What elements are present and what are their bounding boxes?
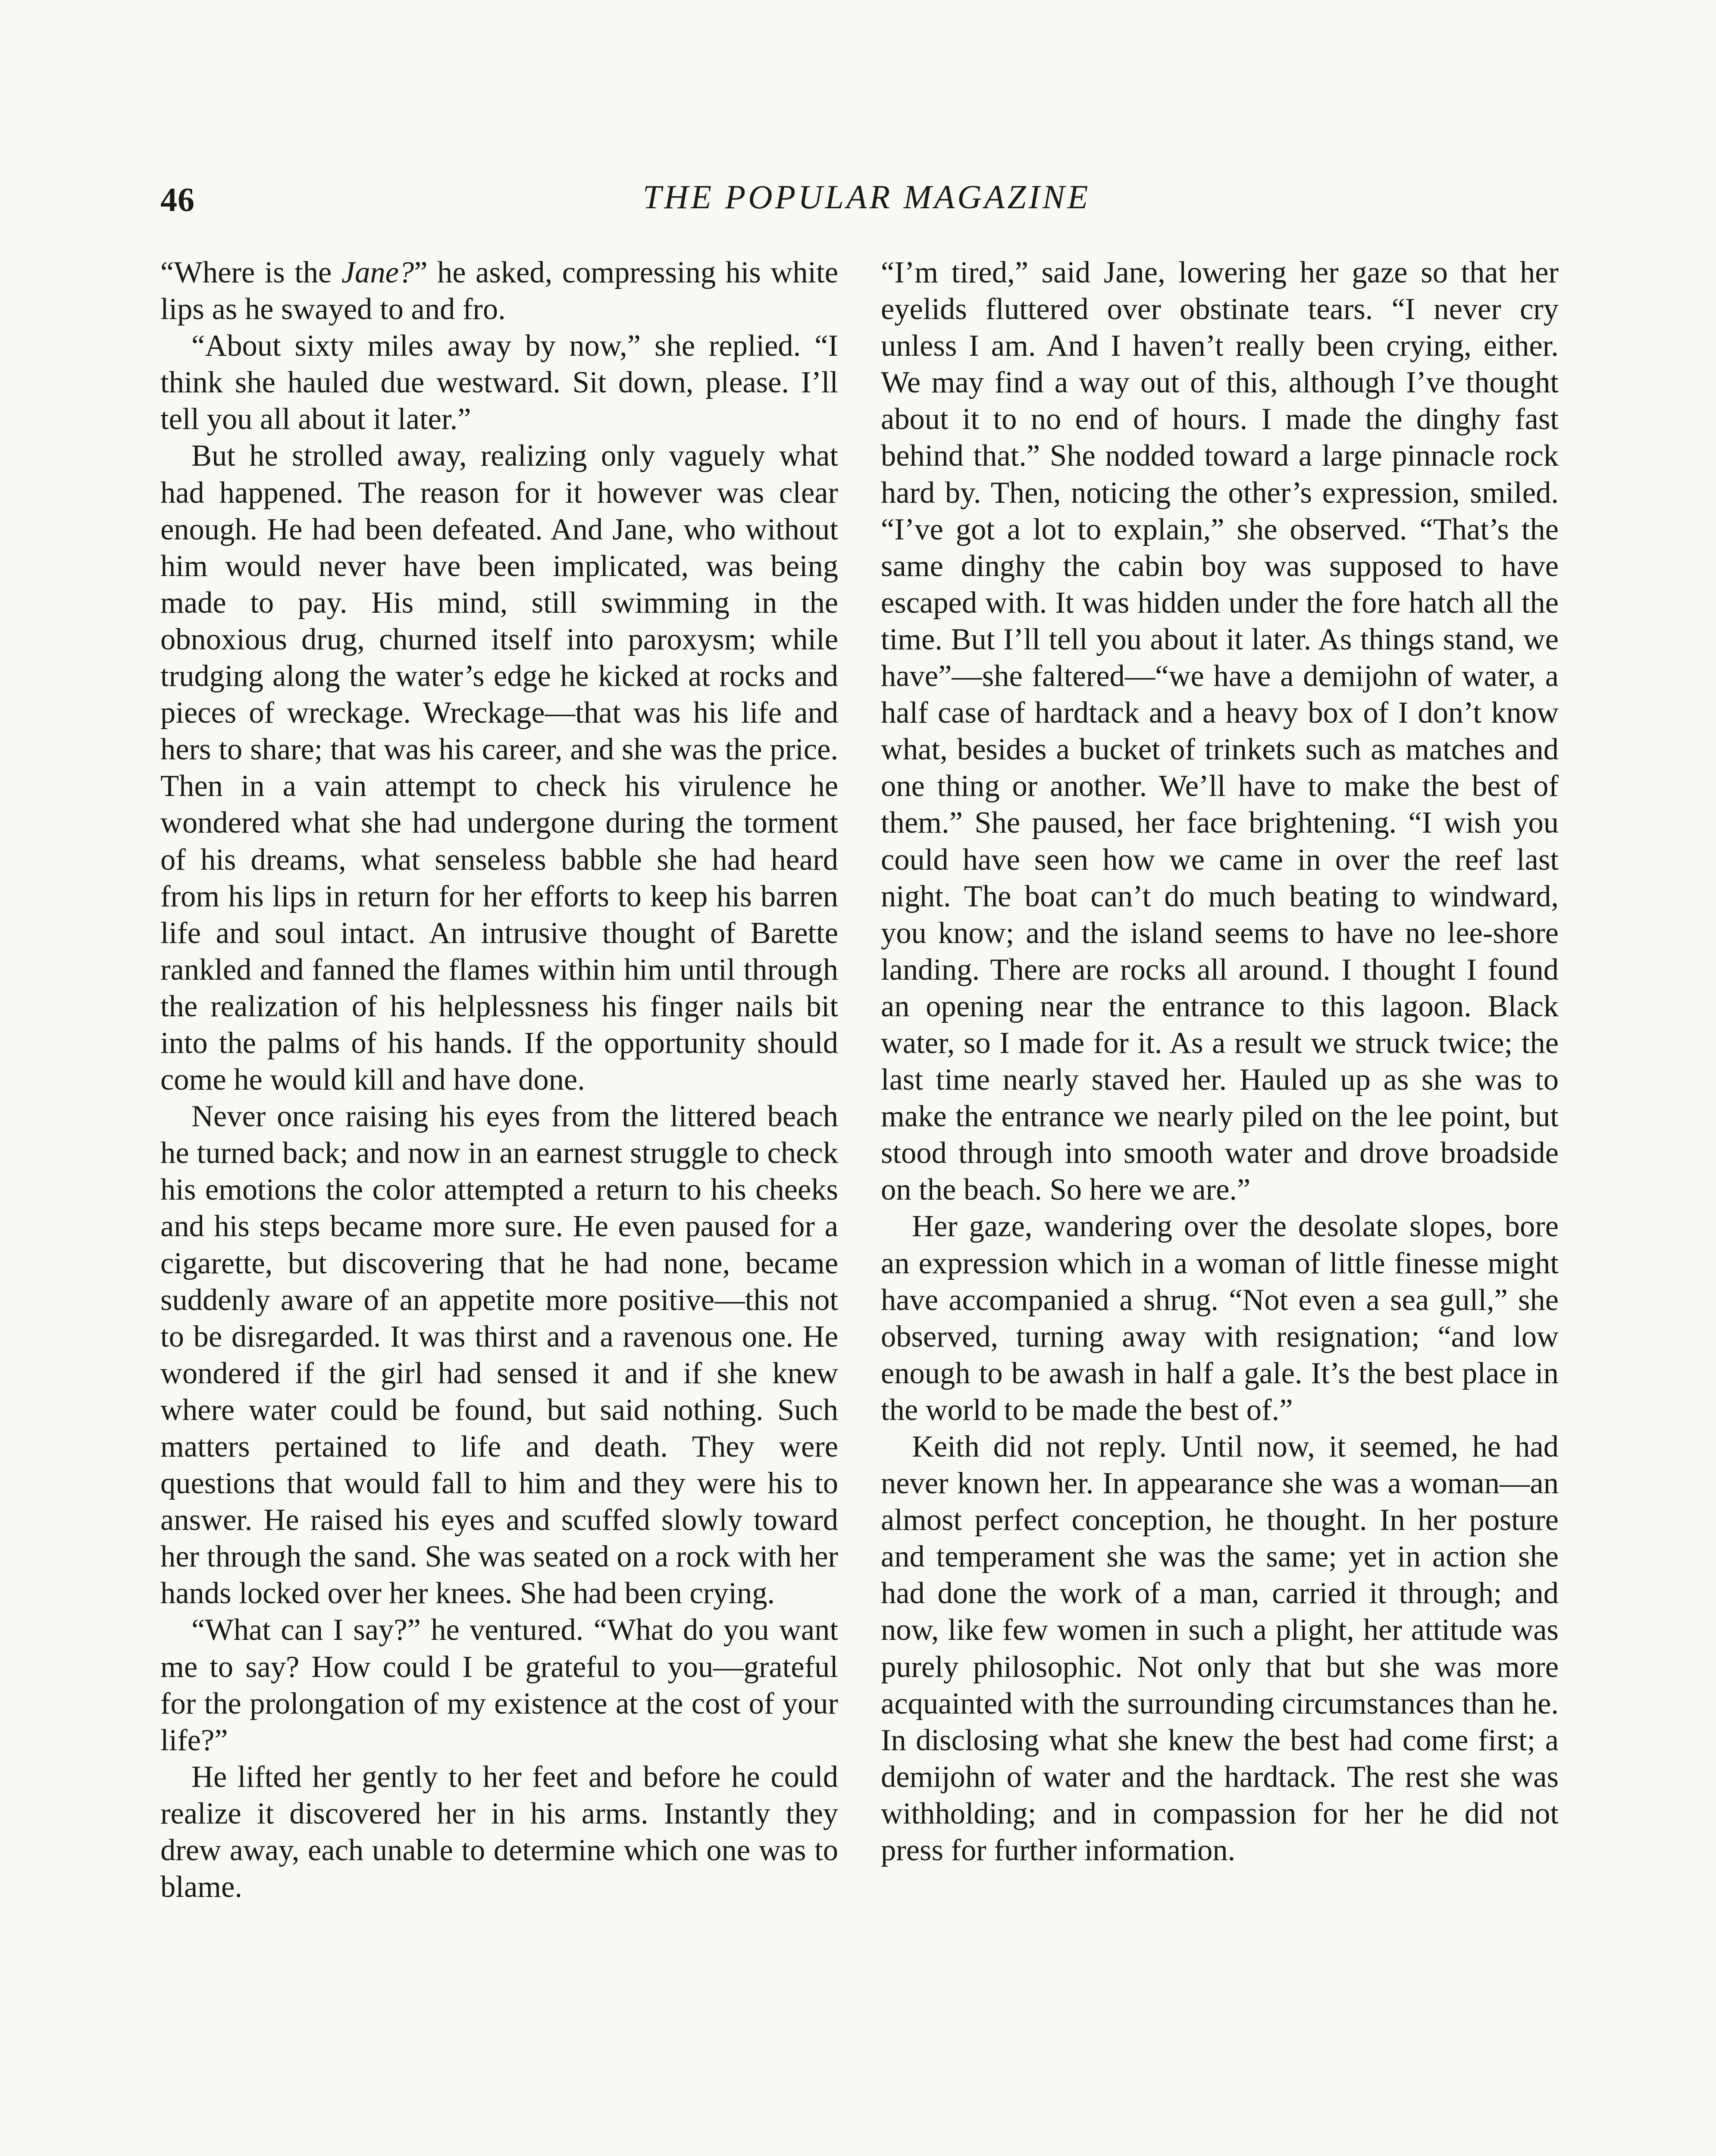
paragraph: “What can I say?” he ventured. “What do you want me to say? How could I be grateful to you—grateful for the prolongation of my existence at the cost of your life?” (160, 1613, 838, 1757)
paragraph: Her gaze, wandering over the desolate slopes, bore an expression which in a woman of little finesse might have accompanied a shrug. “Not even a sea gull,” she observed, turning away with resignation; “and low enough to be awash in half a gale. It’s the best place in the world to be made the best of.” (881, 1210, 1559, 1427)
paragraph: He lifted her gently to her feet and before he could realize it discovered her in his arms. Instantly they drew away, each unable to determine which one was to blame. (160, 1760, 838, 1904)
paragraph-text: “Where is the (160, 256, 341, 289)
paragraph-text: ” he asked, compressing his white lips as he swayed to and fro. (160, 256, 838, 326)
paragraph (160, 254, 838, 328)
paragraph: “About sixty miles away by now,” she replied. “I think she hauled due westward. Sit down, please. I’ll tell you all about it later.” (160, 329, 838, 436)
paragraph: “I’m tired,” said Jane, lowering her gaze so that her eyelids fluttered over obstinate tears. “I never cry unless I am. And I haven’t really been crying, either. We may find a way out of this, although I’ve thought about it to no end of hours. I made the dinghy fast behind that.” She nodded toward a large pinnacle rock hard by. Then, noticing the other’s expression, smiled. “I’ve got a lot to explain,” she observed. “That’s the same dinghy the cabin boy was supposed to have escaped with. It was hidden under the fore hatch all the time. But I’ll tell you about it later. As things stand, we have”—she faltered—“we have a demijohn of water, a half case of hardtack and a heavy box of I don’t know what, besides a bucket of trinkets such as matches and one thing or another. We’ll have to make the best of them.” She paused, her face brightening. “I wish you could have seen how we came in over the reef last night. The boat can’t do much beating to windward, you know; and the island seems to have no lee-shore landing. There are rocks all around. I thought I found an opening near the entrance to this lagoon. Black water, so I made for it. As a result we struck twice; the last time nearly staved her. Hauled up as she was to make the entrance we nearly piled on the lee point, but stood through into smooth water and drove broadside on the beach. So here we are.” (881, 256, 1559, 1207)
paragraph: Never once raising his eyes from the littered beach he turned back; and now in an earnest struggle to check his emotions the color attempted a return to his cheeks and his steps became more sure. He even paused for a cigarette, but discovering that he had none, became suddenly aware of an appetite more positive—this not to be disregarded. It was thirst and a ravenous one. He wondered if the girl had sensed it and if she knew where water could be found, but said nothing. Such matters pertained to life and death. They were questions that would fall to him and they were his to answer. He raised his eyes and scuffed slowly toward her through the sand. She was seated on a rock with her hands locked over her knees. She had been crying. (160, 1100, 838, 1611)
running-head: THE POPULAR MAGAZINE (642, 178, 1091, 216)
paragraph: Keith did not reply. Until now, it seemed, he had never known her. In appearance she was a woman—an almost perfect conception, he thought. In her posture and temperament she was the same; yet in action she had done the work of a man, carried it through; and now, like few women in such a plight, her attitude was purely philosophic. Not only that but she was more acquainted with the surrounding circumstances than he. In disclosing what she knew the best had come first; a demijohn of water and the hardtack. The rest she was withholding; and in compassion for her he did not press for further information. (881, 1430, 1559, 1868)
left-column (160, 254, 838, 1905)
right-column (881, 254, 1559, 1869)
page-number: 46 (160, 181, 195, 218)
paragraph: But he strolled away, realizing only vaguely what had happened. The reason for it however was clear enough. He had been defeated. And Jane, who without him would never have been implicated, was being made to pay. His mind, still swimming in the obnoxious drug, churned itself into paroxysm; while trudging along the water’s edge he kicked at rocks and pieces of wreckage. Wreckage—that was his life and hers to share; that was his career, and she was the price. Then in a vain attempt to check his virulence he wondered what she had undergone during the torment of his dreams, what senseless babble she had heard from his lips in return for her efforts to keep his barren life and soul intact. An intrusive thought of Barette rankled and fanned the flames within him until through the realization of his helplessness his finger nails bit into the palms of his hands. If the opportunity should come he would kill and have done. (160, 439, 838, 1097)
ship-name: Jane? (341, 256, 414, 289)
